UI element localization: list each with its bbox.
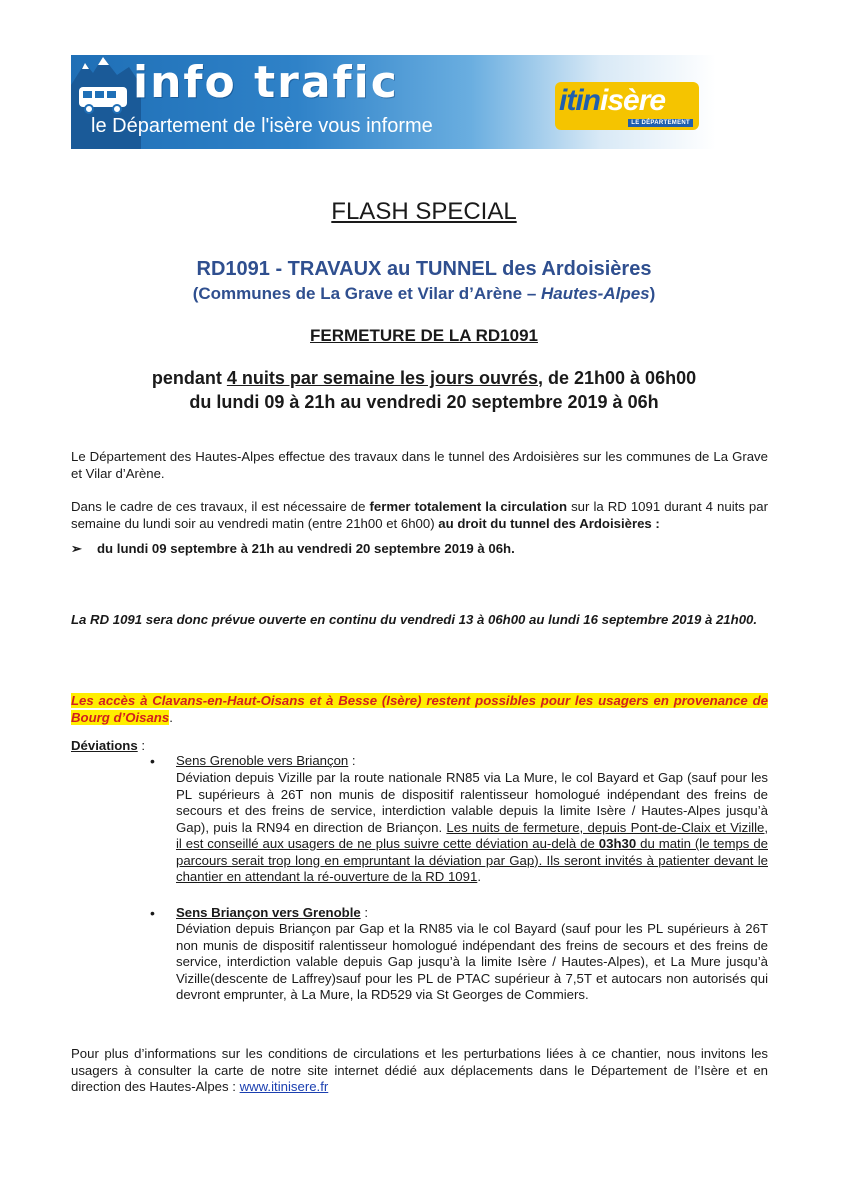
deviations-label-text: Déviations	[71, 738, 138, 753]
deviation-1-text-e: .	[477, 869, 481, 884]
dot-bullet-icon: •	[150, 905, 155, 921]
more-info-text: Pour plus d’informations sur les conditions de circulations et les perturbations liées à ce chantier, nous invitons les usagers à consulter la carte de notre site internet dédié aux déplacements dans le Département de l’Isère et en direction des Hautes-Alpes :	[71, 1046, 768, 1094]
period-prefix: pendant	[151, 368, 227, 388]
date-bullet	[71, 541, 515, 557]
itinisere-logo	[555, 82, 699, 130]
deviation-1-text-d: du matin (le temps de parcours serait trop long en empruntant la déviation par Gap). Ils seront invités à patienter devant le chantier en attendant la ré-ouverture de la RD 1091	[176, 836, 768, 884]
deviation-1-body	[176, 770, 768, 886]
context-text-1: Dans le cadre de ces travaux, il est nécessaire de	[71, 499, 370, 514]
deviation-1-text-b: Les nuits de fermeture, depuis Pont-de-Claix et Vizille, il est conseillé aux usagers de ne plus suivre cette déviation au-delà de	[176, 819, 768, 851]
logo-word-part1: itin	[559, 84, 600, 117]
deviation-1-text-a: Déviation depuis Vizille par la route nationale RN85 via La Mure, le col Bayard et Gap (sauf pour les PL supérieurs à 26T non munis de dispositif ralentisseur homologué indépendant des freins de secours et des freins de service, interdiction valable depuis la limite Isère / Hautes-Alpes jusqu’à Gap), puis la RN94 en direction de Briançon.	[176, 770, 768, 835]
main-heading: RD1091 - TRAVAUX au TUNNEL des Ardoisières	[196, 258, 652, 280]
banner-title: info trafic	[133, 57, 399, 108]
banner-subtitle: le Département de l'isère vous informe	[91, 115, 433, 137]
deviations-colon: :	[137, 738, 146, 753]
period-hours: , de 21h00 à 06h00	[538, 368, 697, 388]
communes-heading	[0, 284, 848, 304]
context-closure-strong: fermer totalement la circulation	[369, 499, 568, 514]
date-bullet-text: du lundi 09 septembre à 21h au vendredi 20 septembre 2019 à 06h.	[97, 541, 515, 556]
communes-text: (Communes de La Grave et Vilar d’Arène –	[192, 284, 541, 303]
itinisere-link[interactable]: www.itinisere.fr	[239, 1079, 329, 1094]
arrow-bullet-icon: ➢	[71, 541, 83, 556]
context-paragraph	[71, 499, 768, 532]
dot-bullet-icon: •	[150, 753, 155, 769]
intro-paragraph: Le Département des Hautes-Alpes effectue des travaux dans le tunnel des Ardoisières sur les communes de La Grave et Vilar d’Arène.	[71, 449, 768, 481]
period-line-2: du lundi 09 à 21h au vendredi 20 septembre 2019 à 06h	[189, 392, 659, 412]
bus-icon	[77, 85, 131, 115]
deviation-1-colon: :	[348, 753, 356, 768]
closure-heading: FERMETURE DE LA RD1091	[310, 326, 538, 345]
period-line-1	[0, 368, 848, 389]
logo-word-part2: isère	[600, 84, 666, 117]
access-end: .	[169, 709, 173, 725]
access-paragraph	[71, 693, 768, 726]
logo-wordmark	[559, 84, 665, 118]
deviation-2-body: Déviation depuis Briançon par Gap et la RN85 via le col Bayard (sauf pour les PL supérieurs à 26T non munis de dispositif ralentisseur homologué indépendant des freins de secours et des freins de service, interdiction valable depuis Gap jusqu’à la limite Isère / Hautes-Alpes), et La Mure jusqu’à Vizille(descente de Laffrey)sauf pour les PL de PTAC supérieur à 7,5T et autocars non autorisés qui devront emprunter, à La Mure, la RD529 via St Georges de Commiers.	[176, 921, 768, 1002]
deviation-1-title-text: Sens Grenoble vers Briançon	[176, 753, 349, 768]
flash-special-title: FLASH SPECIAL	[331, 198, 517, 225]
communes-close: )	[649, 284, 656, 303]
deviation-2-title-text: Sens Briançon vers Grenoble	[176, 905, 361, 920]
deviation-1-time: 03h30	[598, 836, 637, 851]
period-nights: 4 nuits par semaine les jours ouvrés	[226, 368, 538, 388]
deviations-label	[71, 738, 145, 753]
more-info-paragraph	[71, 1046, 768, 1096]
deviation-2-colon: :	[360, 905, 369, 920]
access-highlight: Les accès à Clavans-en-Haut-Oisans et à Besse (Isère) restent possibles pour les usagers en provenance de Bourg d’Oisans	[71, 693, 768, 725]
deviation-1-title	[176, 753, 768, 770]
reopening-paragraph: La RD 1091 sera donc prévue ouverte en continu du vendredi 13 à 06h00 au lundi 16 septembre 2019 à 21h00.	[71, 612, 758, 627]
logo-tagline: LE DÉPARTEMENT	[628, 119, 693, 127]
communes-department: Hautes-Alpes	[541, 284, 650, 303]
context-location-strong: au droit du tunnel des Ardoisières :	[438, 515, 660, 531]
context-text-2: sur la RD 1091 durant 4 nuits par semaine du lundi soir au vendredi matin (entre 21h00 et 6h00)	[71, 499, 768, 531]
deviation-2-title	[176, 905, 768, 922]
